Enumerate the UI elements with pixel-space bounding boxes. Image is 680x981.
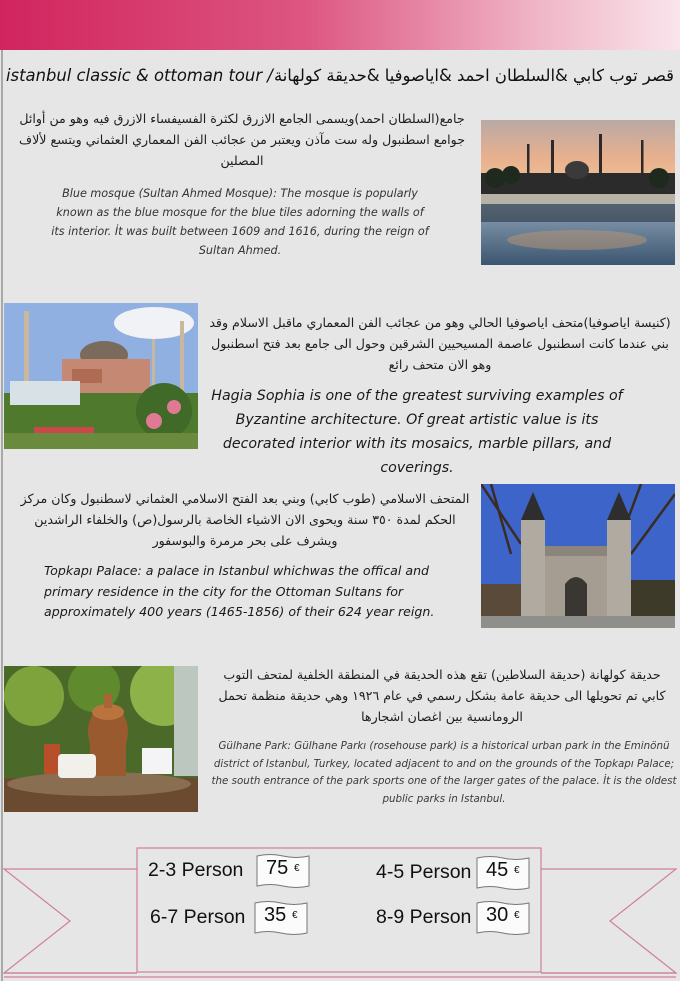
price-value-2-3: 75 [266, 857, 289, 879]
header-banner [0, 0, 680, 50]
blue-mosque-photo [481, 120, 675, 265]
price-label-4-5: 4-5 Person [376, 861, 472, 883]
price-value-8-9: 30 [486, 904, 509, 926]
price-label-8-9: 8-9 Person [376, 906, 472, 928]
gulhane-park-photo [4, 666, 198, 812]
price-tag-8-9 [476, 900, 530, 936]
price-ribbon [0, 845, 680, 981]
currency-4-5: € [514, 865, 520, 876]
currency-6-7: € [292, 910, 298, 921]
gulhane-park-arabic: حديقة كولهانة (حديقة السلاطين) تقع هذه الحديقة في المنطقة الخلفية لمتحف التوب كابي تم تحويلها الى حديقة عامة بشكل رسمي في عام ١٩٢٦ وهي حديقة منظمة تحمل الرومانسية بين اغصان اشجارها [218, 667, 666, 724]
price-label-6-7: 6-7 Person [150, 906, 246, 928]
topkapi-arabic: المتحف الاسلامي (طوب كابي) وبني بعد الفتح الاسلامي العثماني لاسطنبول وكان مركز الحكم لمدة ٣٥٠ سنة ويحوى الان الاشياء الخاصة بالرسول(ص) والخلفاء الراشدين ويشرف على بحر مرمرة والبوسفور [20, 491, 470, 548]
price-tag-4-5 [476, 855, 530, 891]
currency-2-3: € [294, 863, 300, 874]
topkapi-english: Topkapı Palace: a palace in Istanbul whichwas the offical and primary residence in the city for the Ottoman Sultans for approximately 400 years (1465-1856) of their 624 year reign. [44, 563, 435, 619]
price-panel [0, 845, 680, 981]
currency-8-9: € [514, 910, 520, 921]
price-tag-2-3 [256, 853, 310, 889]
price-tag-6-7 [254, 900, 308, 936]
title-english: istanbul classic & ottoman tour / [6, 66, 273, 85]
price-value-6-7: 35 [264, 904, 287, 926]
hagia-sophia-arabic: (كنيسة اياصوفيا)متحف اياصوفيا الحالي وهو من عجائب الفن المعماري ماقبل الاسلام وقد بني عندما كانت اسطنبول عاصمة المسيحيين الشرقين وحول الى جامع بعد فتح اسطنبول وهو الان متحف رائع [209, 315, 671, 372]
blue-mosque-arabic: جامع(السلطان احمد)ويسمى الجامع الازرق لكثرة الفسيفساء الازرق فيه وهو من أوائل جوامع اسطنبول وله ست مآذن ويعتبر من عجائب الفن المعماري العثماني ويتسع لألاف المصلين [19, 111, 465, 168]
blue-mosque-english: Blue mosque (Sultan Ahmed Mosque): The mosque is popularly known as the blue mosque for the blue tiles adorning the walls of its interior. İt was built between 1609 and 1616, during the reign of Sultan Ahmed. [51, 187, 429, 257]
hagia-sophia-photo [4, 303, 198, 449]
price-label-2-3: 2-3 Person [148, 859, 244, 881]
hagia-sophia-english: Hagia Sophia is one of the greatest surviving examples of Byzantine architecture. Of great artistic value is its decorated interior with its mosaics, marble pillars, and coverings. [211, 388, 623, 476]
gulhane-park-english: Gülhane Park: Gülhane Parkı (rosehouse park) is a historical urban park in the Eminönü district of Istanbul, Turkey, located adjacent to and on the grounds of the Topkapı Palace; the south entrance of the park sports one of the larger gates of the palace. İt is the oldest public parks in Istanbul. [211, 740, 677, 805]
title-arabic: قصر توب كابي &السلطان احمد &اياصوفيا &حديقة كولهانة [273, 66, 674, 85]
topkapi-photo [481, 484, 675, 628]
page-border [1, 50, 3, 981]
price-value-4-5: 45 [486, 859, 509, 881]
